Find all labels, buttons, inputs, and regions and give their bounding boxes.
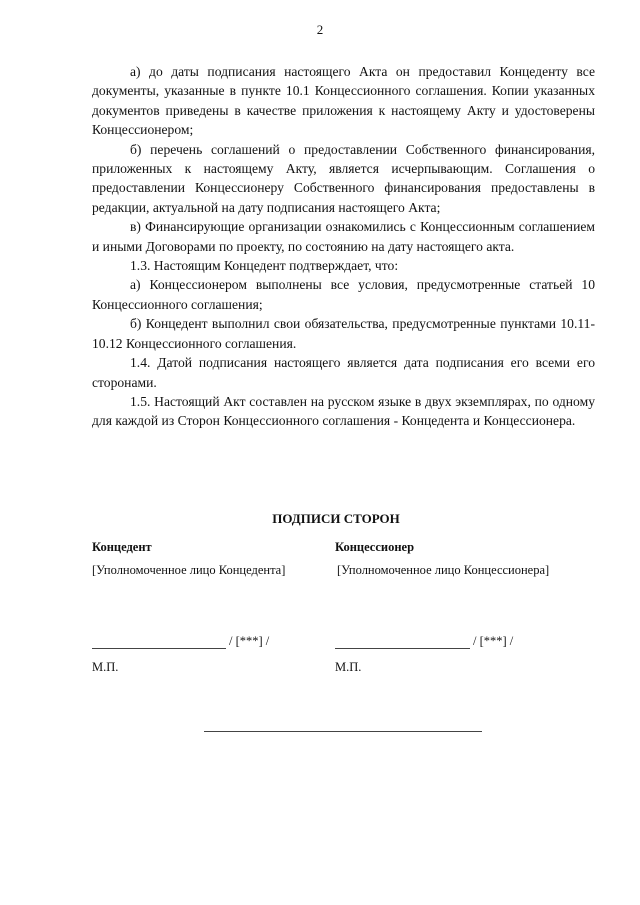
paragraph-1: а) до даты подписания настоящего Акта он предоставил Концеденту все документы, указанные в пункте 10.1 Концессионного соглашения. Копии указанных документов приведены в качестве приложения к настоящему Акту и удостоверены Концессионером; bbox=[92, 64, 595, 138]
paragraph-7: 1.4. Датой подписания настоящего является дата подписания его всеми его сторонами. bbox=[92, 355, 595, 390]
paragraph-3: в) Финансирующие организации ознакомились с Концессионным соглашением и иными Договорами по проекту, по состоянию на дату настоящего акта. bbox=[92, 219, 595, 254]
document-body bbox=[92, 62, 595, 431]
footer-line bbox=[204, 731, 482, 732]
left-party-label: Концедент bbox=[92, 540, 152, 554]
left-authorized-person: [Уполномоченное лицо Концедента] bbox=[92, 563, 286, 577]
right-stamp-label: М.П. bbox=[335, 660, 362, 674]
right-signature-placeholder: / [***] / bbox=[473, 634, 514, 648]
paragraph-8: 1.5. Настоящий Акт составлен на русском языке в двух экземплярах, по одному для каждой из Сторон Концессионного соглашения - Концедента и Концессионера. bbox=[92, 393, 595, 429]
left-stamp-label: М.П. bbox=[92, 660, 119, 674]
right-authorized-person: [Уполномоченное лицо Концессионера] bbox=[337, 563, 550, 577]
left-signature-line bbox=[92, 648, 226, 649]
paragraph-4: 1.3. Настоящим Концедент подтверждает, что: bbox=[130, 258, 399, 274]
signatures-title: ПОДПИСИ СТОРОН bbox=[272, 511, 400, 526]
paragraph-2: б) перечень соглашений о предоставлении Собственного финансирования, приложенных к настоящему Акту, является исчерпывающим. Соглашения о предоставлении Концессионеру Собственного финансирования предоставлены в редакции, актуальной на дату подписания настоящего Акта; bbox=[92, 141, 595, 215]
paragraph-6: б) Концедент выполнил свои обязательства, предусмотренные пунктами 10.11-10.12 Концессионного соглашения. bbox=[92, 316, 595, 351]
right-signature-line bbox=[335, 648, 470, 649]
left-signature-placeholder: / [***] / bbox=[229, 634, 270, 648]
paragraph-5: а) Концессионером выполнены все условия, предусмотренные статьей 10 Концессионного соглашения; bbox=[92, 277, 595, 312]
right-party-label: Концессионер bbox=[335, 540, 415, 554]
page-number: 2 bbox=[316, 22, 324, 37]
